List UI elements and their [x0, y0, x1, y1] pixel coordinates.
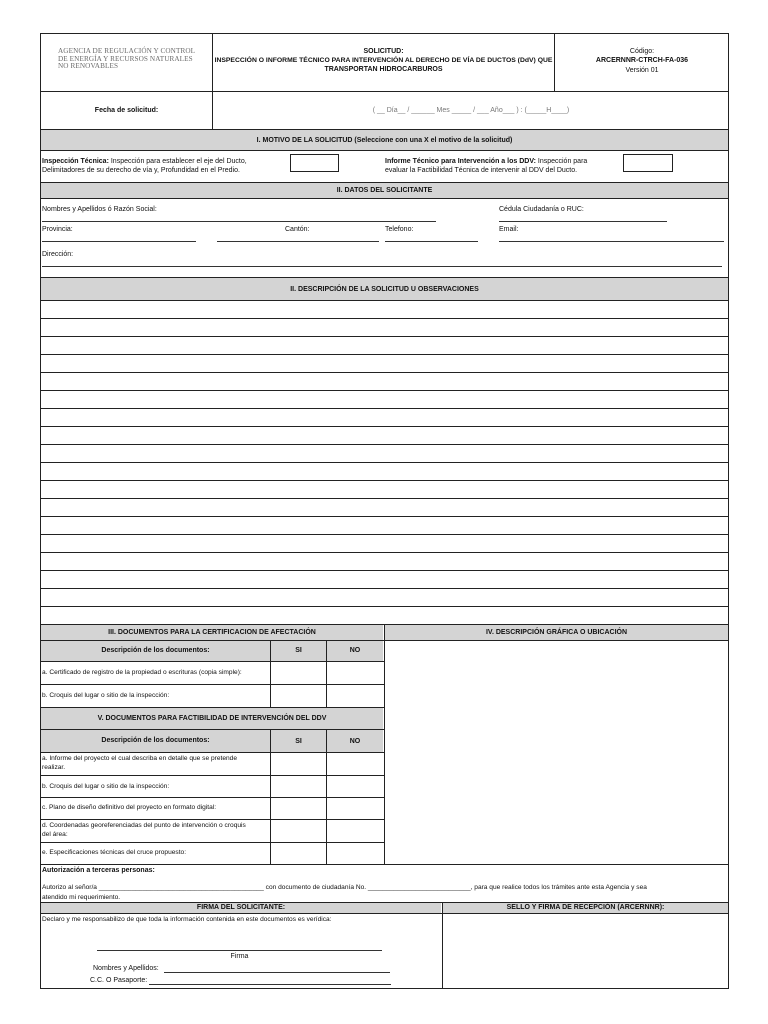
authorization-title: Autorización a terceras personas:: [42, 867, 155, 874]
fact-row-b-si-cell[interactable]: [271, 776, 326, 797]
applicant-signature-title: FIRMA DEL SOLICITANTE:: [196, 904, 286, 911]
signature-label: Firma: [230, 953, 249, 960]
section1-header-line: [40, 150, 729, 151]
description-line: [41, 354, 728, 355]
section1-title: I. MOTIVO DE LA SOLICITUD (Seleccione con una X el motivo de la solicitud): [256, 137, 513, 144]
description-line: [41, 588, 728, 589]
applicant-names-label: Nombres y Apellidos:: [93, 965, 159, 972]
report-checkbox[interactable]: [623, 154, 673, 172]
logo-line-3: NO RENOVABLES: [58, 62, 119, 71]
email-label: Email:: [499, 226, 519, 233]
section1-top-line: [40, 129, 729, 130]
fact-row-a-si-cell[interactable]: [271, 753, 326, 775]
id-field[interactable]: [499, 221, 667, 222]
cert-row-a: a. Certificado de registro de la propiedad o escrituras (copia simple):: [42, 669, 242, 676]
logo-line-1: AGENCIA DE REGULACIÓN Y CONTROL: [58, 47, 196, 55]
id-label: Cédula Ciudadanía o RUC:: [499, 206, 584, 213]
description-line: [41, 408, 728, 409]
applicant-id-field[interactable]: [149, 984, 391, 985]
description-line: [41, 498, 728, 499]
cert-col-desc: Descripción de los documentos:: [101, 647, 210, 654]
fact-row-c: c. Plano de diseño definitivo del proyecto en formato digital:: [42, 804, 217, 811]
inspection-option-line2: Delimitadores de su derecho de vía y, Profundidad en el Predio.: [42, 167, 240, 174]
section2-header-line: [40, 198, 729, 199]
section2-title: II. DATOS DEL SOLICITANTE: [336, 187, 433, 194]
form-title-line-2: TRANSPORTAN HIDROCARBUROS: [324, 66, 443, 73]
address-field[interactable]: [42, 266, 722, 267]
fact-row-d-si-cell[interactable]: [271, 820, 326, 842]
fact-row-e-si-cell[interactable]: [271, 843, 326, 864]
description-line: [41, 336, 728, 337]
reception-stamp-title: SELLO Y FIRMA DE RECEPCIÓN (ARCERNNR):: [506, 904, 665, 911]
fact-title: V. DOCUMENTOS PARA FACTIBILIDAD DE INTERVENCIÓN DEL DDV: [97, 715, 327, 722]
logo-line-2: DE ENERGÍA Y RECURSOS NATURALES: [58, 54, 193, 63]
authorization-text[interactable]: Autorizo al señor/a _____________________________________________ con documento de ciudadanía No. ____________________________, para que realice todos los trámites ante esta Agencia y sea: [42, 884, 647, 891]
cert-col-no: NO: [349, 647, 361, 654]
fact-row-b-no-cell[interactable]: [327, 776, 383, 797]
authorization-top-line: [40, 864, 729, 865]
cert-row-a-no-cell[interactable]: [327, 662, 383, 684]
description-line: [41, 570, 728, 571]
code-label: Código:: [629, 48, 655, 55]
fact-row-e: e. Especificaciones técnicas del cruce propuesto:: [42, 849, 187, 856]
address-label: Dirección:: [42, 251, 74, 258]
description-line: [41, 516, 728, 517]
description-line: [41, 372, 728, 373]
applicant-names-field[interactable]: [164, 972, 390, 973]
fact-row-d-no-cell[interactable]: [327, 820, 383, 842]
report-option-line2: evaluar la Factibilidad Técnica de intervenir al DDV del Ducto.: [385, 167, 578, 174]
date-input-template[interactable]: ( __ Día__ / ______ Mes _____ / ___ Año___ ) : (_____H____): [372, 107, 570, 114]
fact-col-no: NO: [349, 738, 361, 745]
authorization-text-cont: atendido mi requerimiento.: [42, 894, 121, 901]
names-label: Nombres y Apellidos ó Razón Social:: [42, 206, 157, 213]
description-line: [41, 390, 728, 391]
section3-title: II. DESCRIPCIÓN DE LA SOLICITUD U OBSERVACIONES: [290, 286, 479, 293]
province-field[interactable]: [42, 241, 196, 242]
province-label: Provincia:: [42, 226, 73, 233]
report-option-text: Inspección para: [535, 158, 588, 165]
fact-col-si: SI: [295, 738, 302, 745]
description-line: [41, 552, 728, 553]
reception-stamp-area[interactable]: [443, 914, 728, 988]
phone-label: Telefono:: [385, 226, 414, 233]
cert-row-b: b. Croquis del lugar o sitio de la inspección:: [42, 692, 170, 699]
description-line: [41, 318, 728, 319]
graphic-area[interactable]: [385, 641, 728, 863]
fact-row-d-cont: del área:: [42, 831, 68, 838]
fact-row-b: b. Croquis del lugar o sitio de la inspección:: [42, 783, 170, 790]
fact-row-c-si-cell[interactable]: [271, 798, 326, 819]
cert-row-b-si-cell[interactable]: [271, 685, 326, 707]
header-bottom-line: [40, 91, 729, 92]
inspection-option-title: Inspección Técnica:: [42, 158, 109, 165]
version-label: Versión 01: [625, 67, 659, 74]
cert-row-b-no-cell[interactable]: [327, 685, 383, 707]
cert-col-si: SI: [295, 647, 302, 654]
form-title-line-1: INSPECCIÓN O INFORME TÉCNICO PARA INTERVENCIÓN AL DERECHO DE VÍA DE DUCTOS (DdV) QUE: [214, 57, 553, 64]
cert-row-a-si-cell[interactable]: [271, 662, 326, 684]
description-line: [41, 444, 728, 445]
applicant-id-label: C.C. O Pasaporte:: [90, 977, 148, 984]
inspection-checkbox[interactable]: [290, 154, 339, 172]
agency-logo: [58, 48, 208, 71]
canton-field[interactable]: [217, 241, 379, 242]
signature-field[interactable]: [97, 950, 382, 951]
graphic-title: IV. DESCRIPCIÓN GRÁFICA O UBICACIÓN: [485, 629, 628, 636]
report-option-label: [385, 157, 587, 166]
declaration-text: Declaro y me responsabilizo de que toda la información contenida en este documentos es verídica:: [42, 916, 332, 923]
section3-header-line: [40, 300, 729, 301]
description-line: [41, 426, 728, 427]
description-line: [41, 480, 728, 481]
fact-row-d: d. Coordenadas georeferenciadas del punto de intervención o croquis: [42, 822, 246, 829]
section2-top-line: [40, 182, 729, 183]
fact-row-e-no-cell[interactable]: [327, 843, 383, 864]
form-title-label: SOLICITUD:: [363, 48, 404, 55]
fact-row-a-cont: realizar.: [42, 764, 66, 771]
description-line: [41, 606, 728, 607]
inspection-option-label: [42, 157, 247, 166]
fact-row-a: a. Informe del proyecto el cual describa en detalle que se pretende: [42, 755, 238, 762]
email-field[interactable]: [499, 241, 724, 242]
code-value: ARCERNNR-CTRCH-FA-036: [595, 57, 689, 64]
description-line: [41, 462, 728, 463]
fact-row-c-no-cell[interactable]: [327, 798, 383, 819]
phone-field[interactable]: [385, 241, 478, 242]
date-label: Fecha de solicitud:: [94, 107, 159, 114]
report-option-title: Informe Técnico para Intervención a los DDV:: [385, 158, 536, 165]
inspection-option-text: Inspección para establecer el eje del Ducto,: [108, 158, 247, 165]
fact-row-a-no-cell[interactable]: [327, 753, 383, 775]
names-field[interactable]: [42, 221, 436, 222]
canton-label: Cantón:: [285, 226, 310, 233]
fact-col-desc: Descripción de los documentos:: [101, 737, 210, 744]
docs-cert-title: III. DOCUMENTOS PARA LA CERTIFICACION DE AFECTACIÓN: [108, 629, 316, 636]
description-line: [41, 534, 728, 535]
